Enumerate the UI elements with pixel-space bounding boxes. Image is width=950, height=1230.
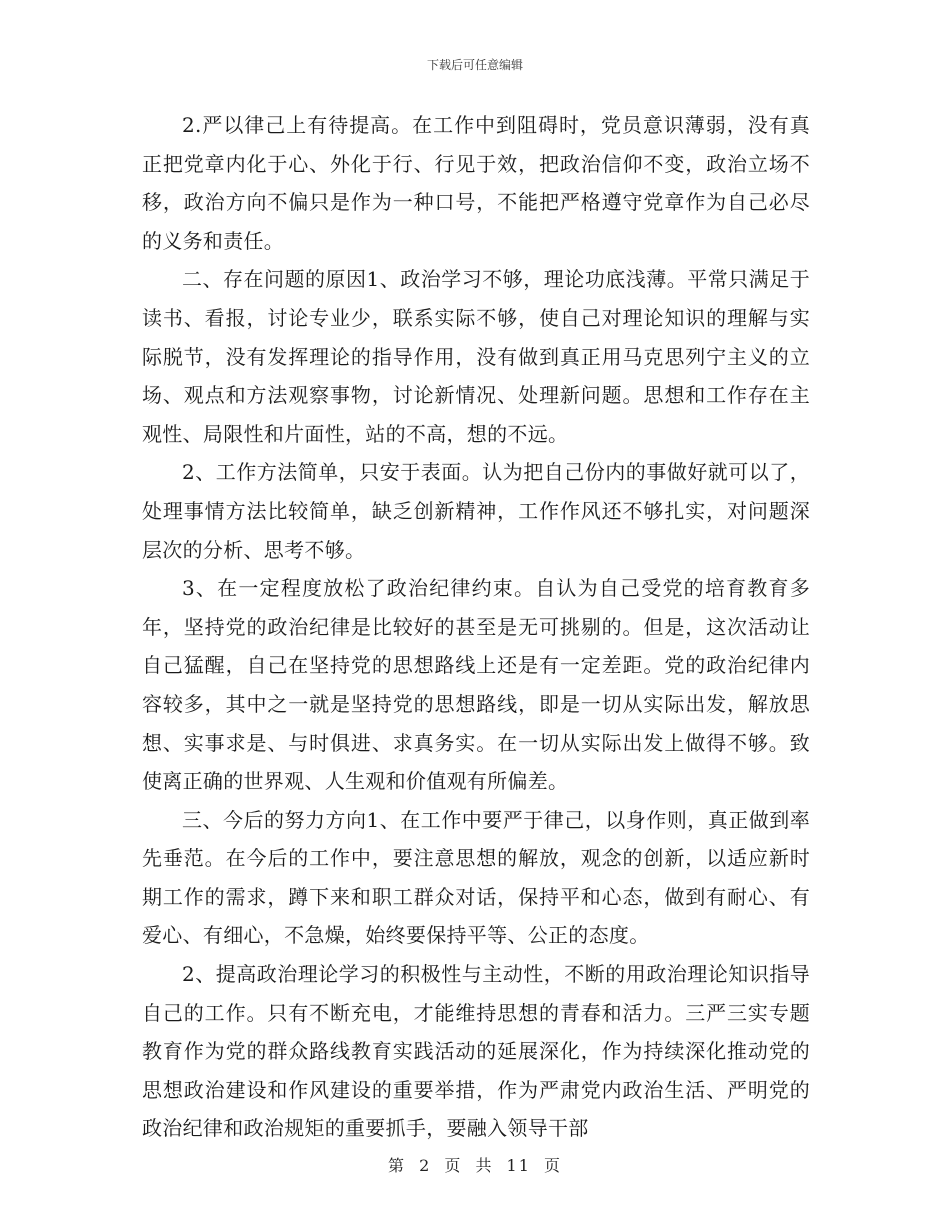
paragraph: 2、提高政治理论学习的积极性与主动性，不断的用政治理论知识指导自己的工作。只有不断充电，才能维持思想的青春和活力。三严三实专题教育作为党的群众路线教育实践活动的延展深化，作为持续深化推动党的思想政治建设和作风建设的重要举措，作为严肃党内政治生活、严明党的政治纪律和政治规矩的重要抓手，要融入领导干部 [142,962,810,1141]
paragraph: 3、在一定程度放松了政治纪律约束。自认为自己受党的培育教育多年，坚持党的政治纪律是比较好的甚至是无可挑剔的。但是，这次活动让自己猛醒，自己在坚持党的思想路线上还是有一定差距。党的政治纪律内容较多，其中之一就是坚持党的思想路线，即是一切从实际出发，解放思想、实事求是、与时俱进、求真务实。在一切从实际出发上做得不够。致使离正确的世界观、人生观和价值观有所偏差。 [142,576,810,794]
page-number-footer: 第 2 页 共 11 页 [388,1156,562,1175]
page-header: 下载后可任意编辑 [426,58,523,72]
paragraph: 三、今后的努力方向1、在工作中要严于律己，以身作则，真正做到率先垂范。在今后的工作中，要注意思想的解放，观念的创新，以适应新时期工作的需求，蹲下来和职工群众对话，保持平和心态，做到有耐心、有爱心、有细心，不急燥，始终要保持平等、公正的态度。 [142,807,810,948]
paragraph: 2、工作方法简单，只安于表面。认为把自己份内的事做好就可以了，处理事情方法比较简单，缺乏创新精神，工作作风还不够扎实，对问题深层次的分析、思考不够。 [142,460,810,562]
document-body [142,106,810,1148]
paragraph: 二、存在问题的原因1、政治学习不够，理论功底浅薄。平常只满足于读书、看报，讨论专业少，联系实际不够，使自己对理论知识的理解与实际脱节，没有发挥理论的指导作用，没有做到真正用马克思列宁主义的立场、观点和方法观察事物，讨论新情况、处理新问题。思想和工作存在主观性、局限性和片面性，站的不高，想的不远。 [142,267,810,446]
paragraph: 2.严以律己上有待提高。在工作中到阻碍时，党员意识薄弱，没有真正把党章内化于心、外化于行、行见于效，把政治信仰不变，政治立场不移，政治方向不偏只是作为一种口号，不能把严格遵守党章作为自己必尽的义务和责任。 [142,113,810,253]
